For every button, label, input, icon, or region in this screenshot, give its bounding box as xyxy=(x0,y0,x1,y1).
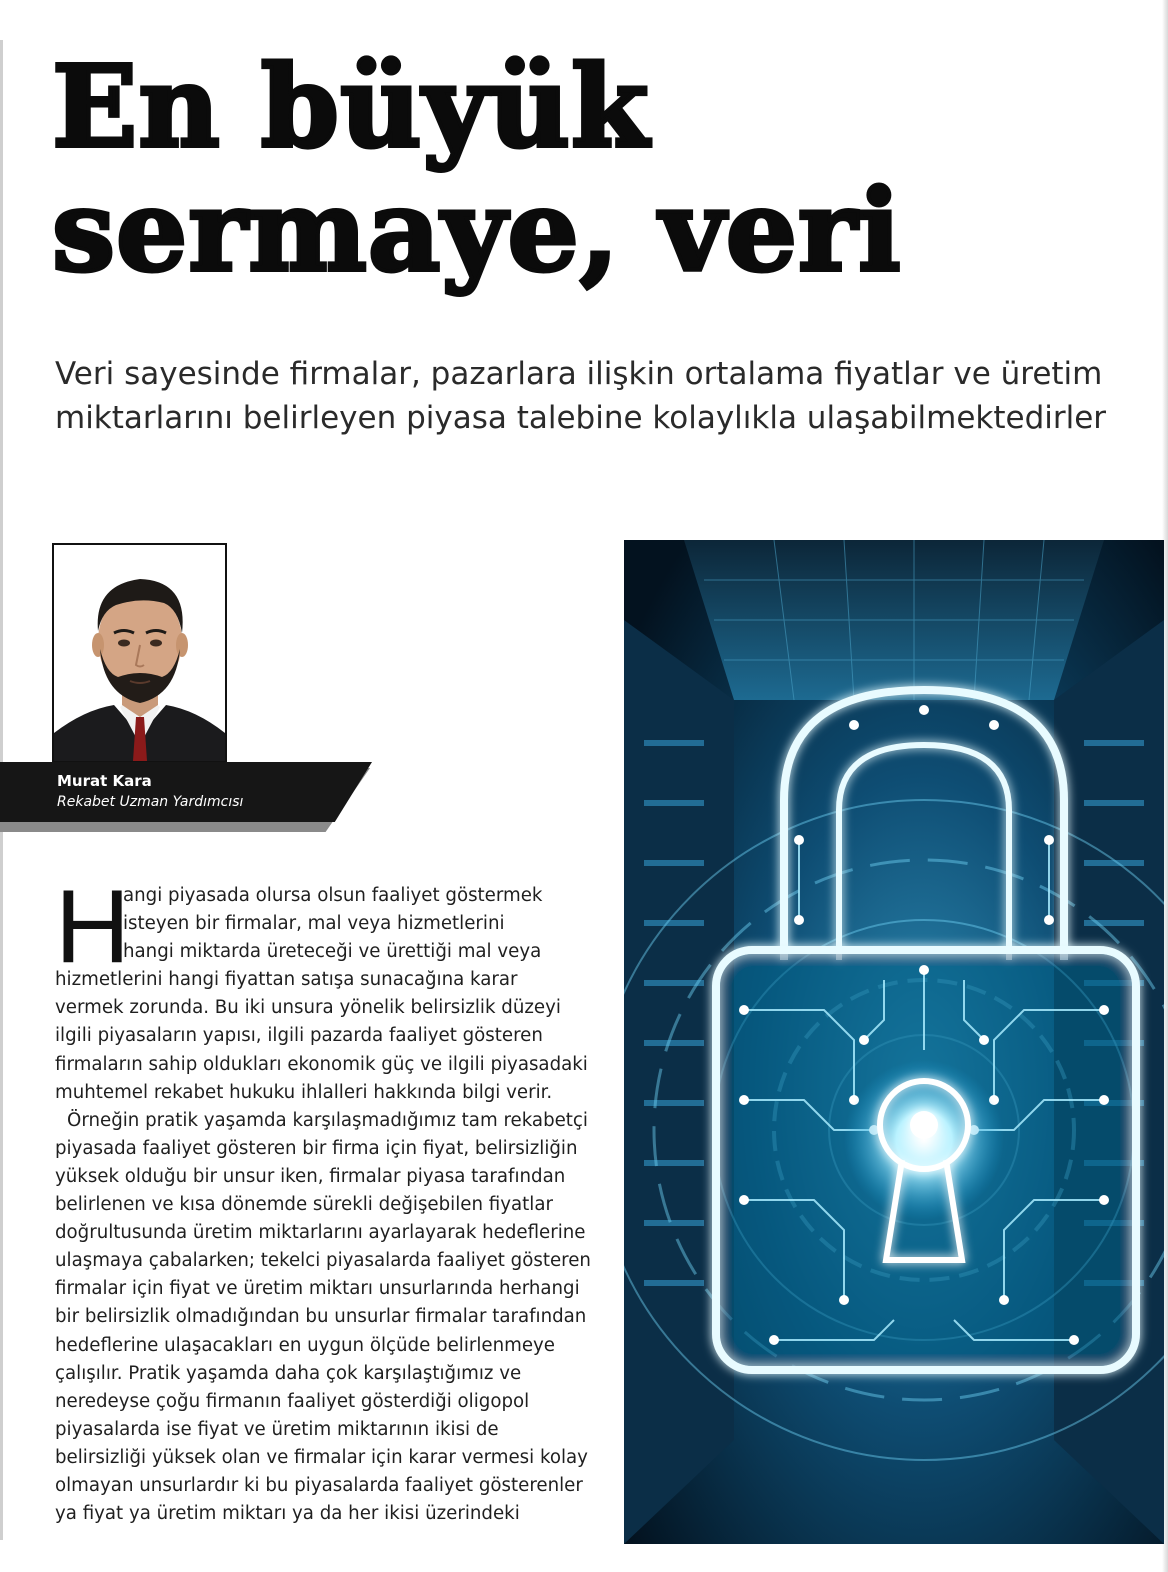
body-line: neredeyse çoğu firmanın faaliyet gösterdiği oligopol xyxy=(55,1390,530,1412)
headline-line-2: sermaye, veri xyxy=(52,166,902,297)
body-line: angi piyasada olursa olsun faaliyet göstermek xyxy=(123,885,543,906)
body-line: çalışılır. Pratik yaşamda daha çok karşılaştığımız ve xyxy=(55,1362,522,1384)
body-line: vermek zorunda. Bu iki unsura yönelik belirsizlik düzeyi xyxy=(55,997,561,1019)
body-line: Örneğin pratik yaşamda karşılaşmadığımız tam rekabetçi xyxy=(67,1109,588,1131)
article-body xyxy=(55,869,591,1528)
body-line: isteyen bir firmalar, mal veya hizmetlerini xyxy=(123,913,505,935)
body-line: firmalar için fiyat ve üretim miktarı unsurlarında herhangi xyxy=(55,1278,580,1300)
circuit-padlock-icon xyxy=(624,540,1164,1544)
body-line: ya fiyat ya üretim miktarı ya da her ikisi üzerindeki xyxy=(55,1503,520,1525)
subheadline-line-1: Veri sayesinde firmalar, pazarlara ilişkin ortalama fiyatlar ve üretim xyxy=(55,356,1103,392)
author-title: Rekabet Uzman Yardımcısı xyxy=(57,794,244,810)
article-subheadline xyxy=(55,352,1115,440)
subheadline-line-2: miktarlarını belirleyen piyasa talebine kolaylıkla ulaşabilmektedirler xyxy=(55,400,1107,436)
body-line: belirlenen ve kısa dönemde sürekli değişebilen fiyatlar xyxy=(55,1194,553,1216)
body-line: bir belirsizlik olmadığından bu unsurlar firmalar tarafından xyxy=(55,1306,587,1328)
article-headline xyxy=(52,42,902,297)
author-portrait xyxy=(52,543,227,763)
body-line: hizmetlerini hangi fiyattan satışa sunacağına karar xyxy=(55,969,518,991)
body-line: piyasada faaliyet gösteren bir firma için fiyat, belirsizliğin xyxy=(55,1137,578,1159)
body-line: hangi miktarda üreteceği ve ürettiği mal veya xyxy=(123,941,542,963)
body-line: ulaşmaya çabalarken; tekelci piyasalarda faaliyet gösteren xyxy=(55,1250,591,1272)
padlock-illustration xyxy=(624,540,1164,1544)
body-line: ilgili piyasaların yapısı, ilgili pazarda faaliyet gösteren xyxy=(55,1025,543,1047)
body-line: piyasalarda ise fiyat ve üretim miktarının ikisi de xyxy=(55,1418,499,1440)
drop-cap: H xyxy=(55,869,131,985)
author-portrait-drawing xyxy=(54,545,225,761)
headline-line-1: En büyük xyxy=(52,42,650,173)
body-line: olmayan unsurlardır ki bu piyasalarda faaliyet gösterenler xyxy=(55,1474,583,1496)
author-band xyxy=(0,762,372,822)
body-line: yüksek olduğu bir unsur iken, firmalar piyasa tarafından xyxy=(55,1165,566,1187)
body-line: doğrultusunda üretim miktarlarını ayarlayarak hedeflerine xyxy=(55,1222,586,1244)
author-name: Murat Kara xyxy=(57,772,152,790)
body-line: belirsizliği yüksek olan ve firmalar için karar vermesi kolay xyxy=(55,1446,588,1468)
body-line: hedeflerine ulaşacakları en uygun ölçüde belirlenmeye xyxy=(55,1334,555,1356)
body-line: muhtemel rekabet hukuku ihlalleri hakkında bilgi verir. xyxy=(55,1081,553,1103)
body-line: firmaların sahip oldukları ekonomik güç ve ilgili piyasadaki xyxy=(55,1053,588,1075)
